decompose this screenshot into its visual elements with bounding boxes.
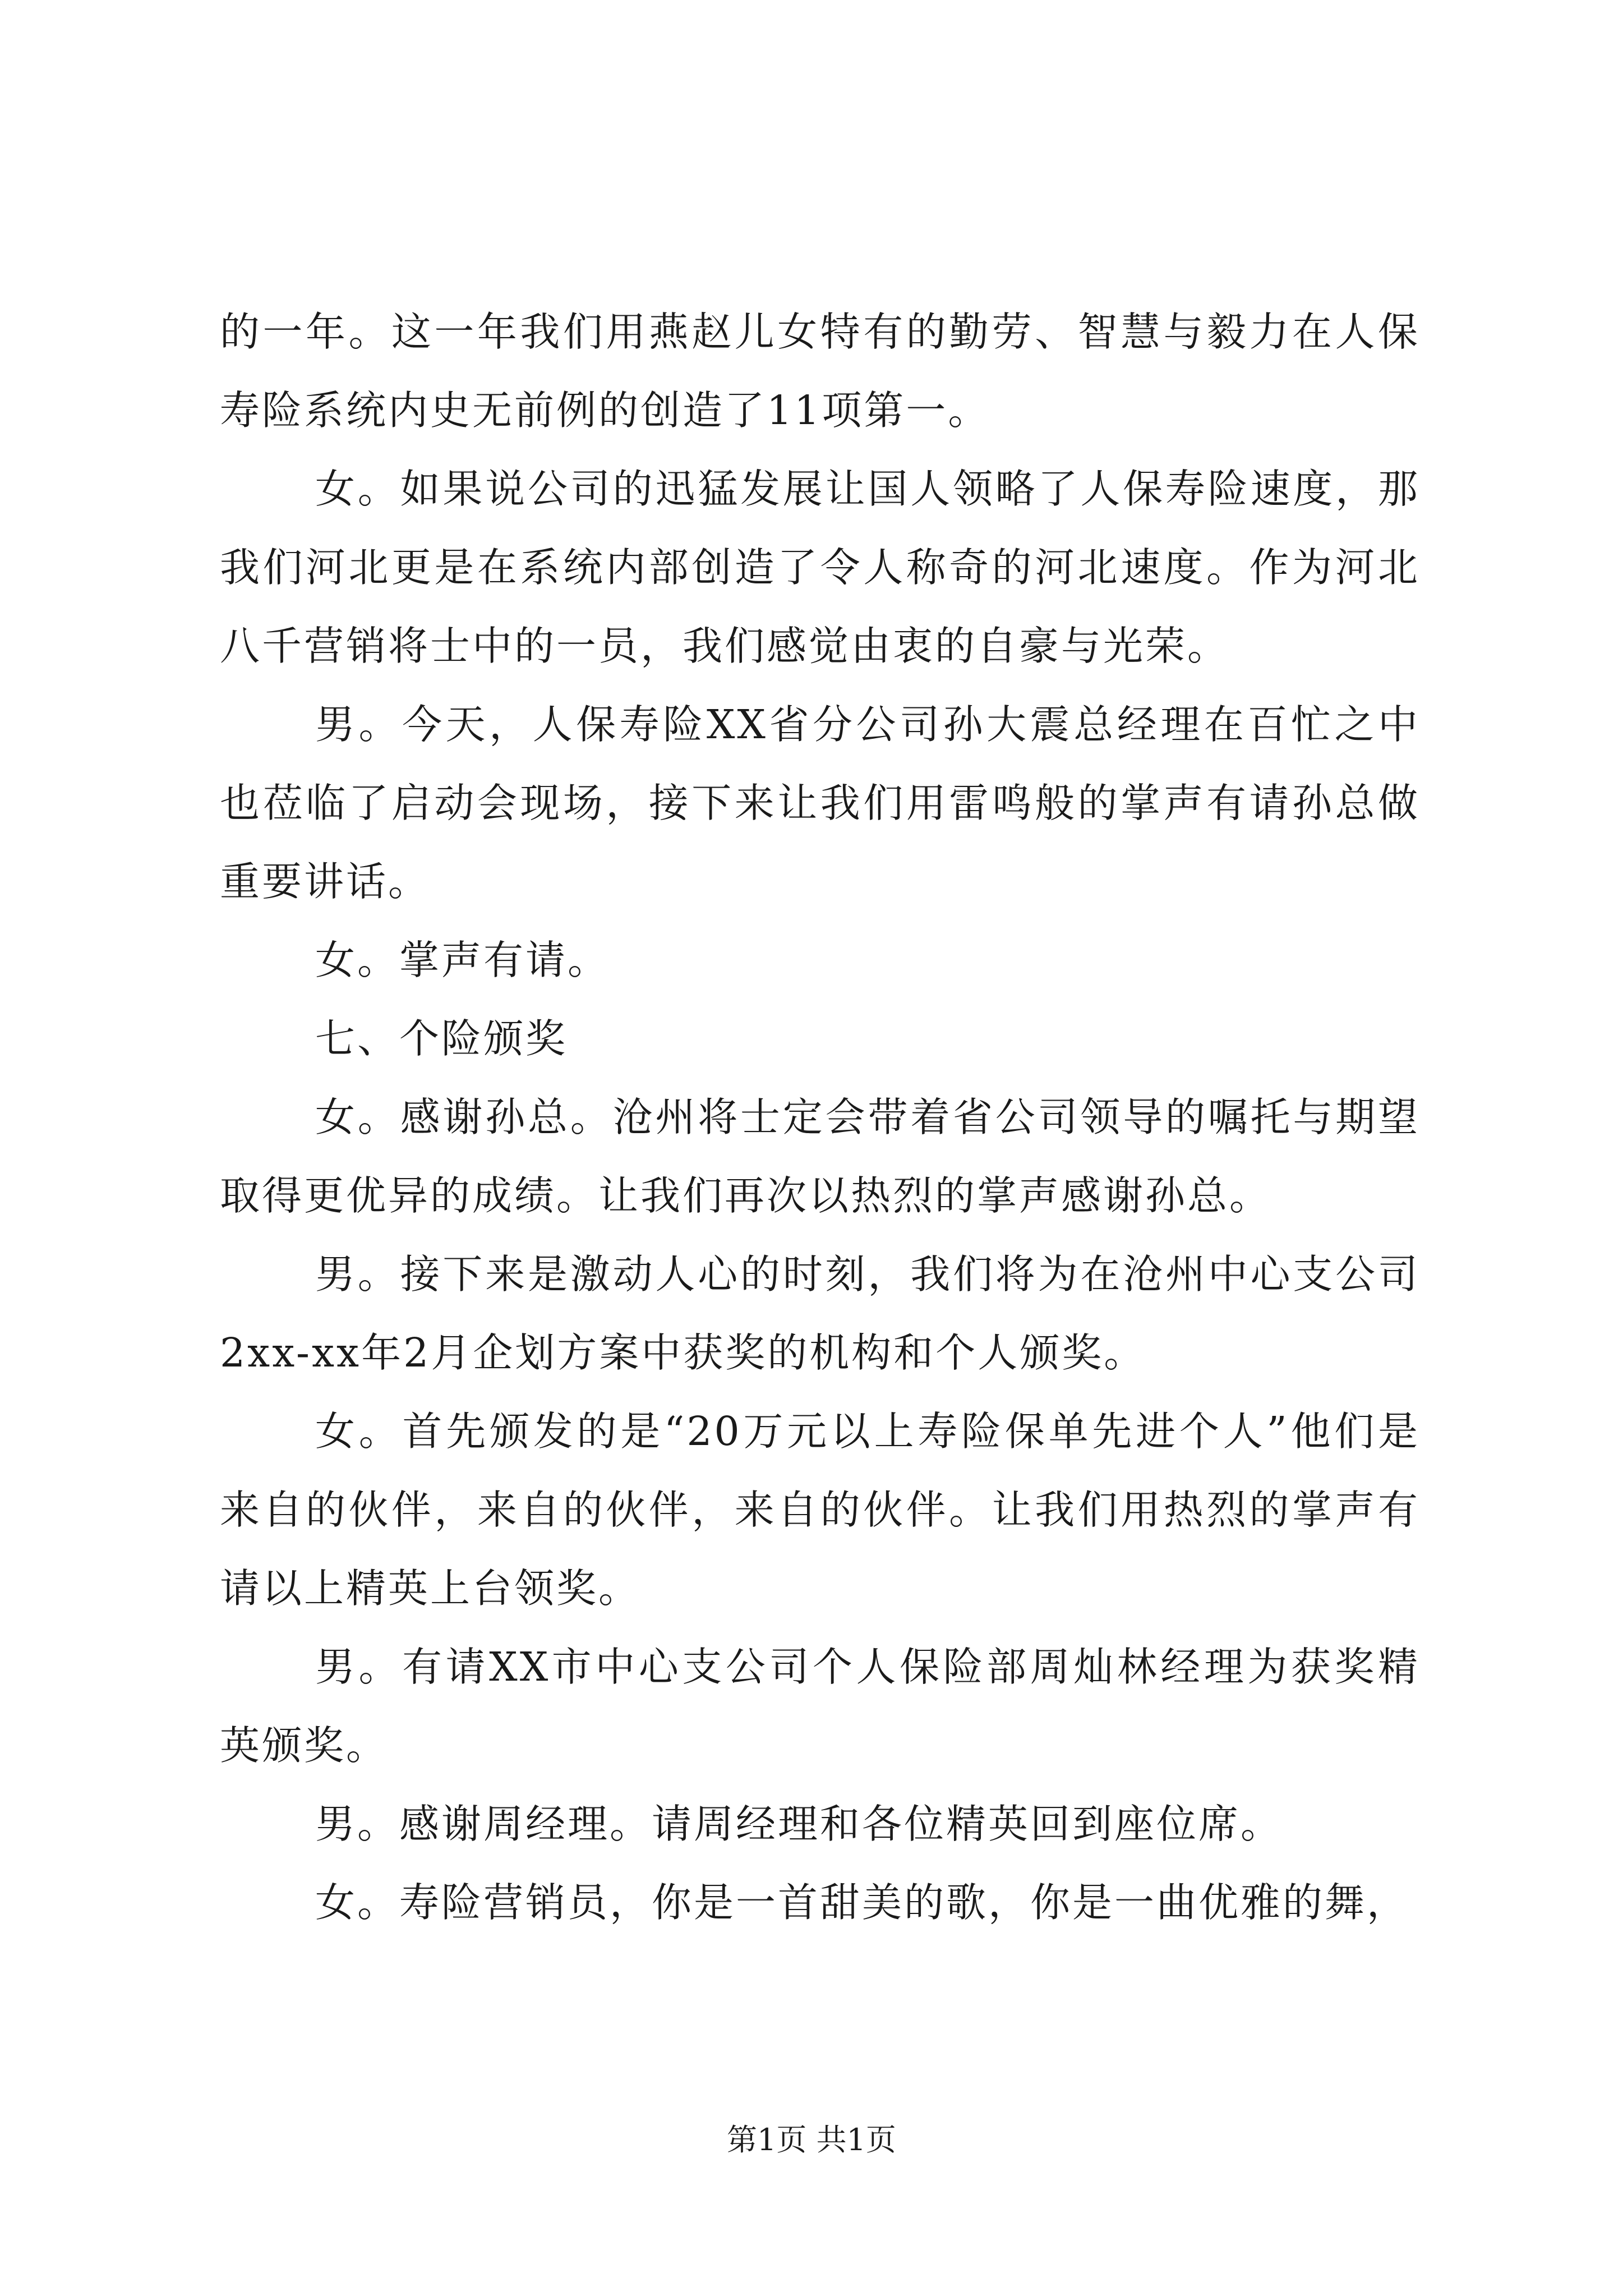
paragraph-7: 男。接下来是激动人心的时刻，我们将为在沧州中心支公司2xx-xx年2月企划方案中获奖的机构和个人颁奖。 [220,1251,1420,1376]
paragraph-3: 男。今天，人保寿险XX省分公司孙大震总经理在百忙之中也莅临了启动会现场，接下来让我们用雷鸣般的掌声有请孙总做重要讲话。 [220,701,1420,905]
section-heading-award: 七、个险颁奖 [315,1015,568,1062]
paragraph-8: 女。首先颁发的是“20万元以上寿险保单先进个人”他们是来自的伙伴，来自的伙伴，来自的伙伴。让我们用热烈的掌声有请以上精英上台领奖。 [220,1408,1420,1612]
document-body [220,293,1420,1942]
paragraph-6: 女。感谢孙总。沧州将士定会带着省公司领导的嘱托与期望取得更优异的成绩。让我们再次以热烈的掌声感谢孙总。 [220,1094,1420,1219]
paragraph-11: 女。寿险营销员，你是一首甜美的歌，你是一曲优雅的舞， [315,1879,1409,1926]
page-number-footer: 第1页 共1页 [727,2122,896,2157]
paragraph-2: 女。如果说公司的迅猛发展让国人领略了人保寿险速度，那我们河北更是在系统内部创造了令人称奇的河北速度。作为河北八千营销将士中的一员，我们感觉由衷的自豪与光荣。 [220,466,1420,669]
paragraph-10: 男。感谢周经理。请周经理和各位精英回到座位席。 [315,1801,1283,1847]
paragraph-9: 男。有请XX市中心支公司个人保险部周灿林经理为获奖精英颁奖。 [220,1644,1420,1769]
paragraph-4: 女。掌声有请。 [315,937,610,983]
paragraph-1: 的一年。这一年我们用燕赵儿女特有的勤劳、智慧与毅力在人保寿险系统内史无前例的创造了11项第一。 [220,309,1420,434]
